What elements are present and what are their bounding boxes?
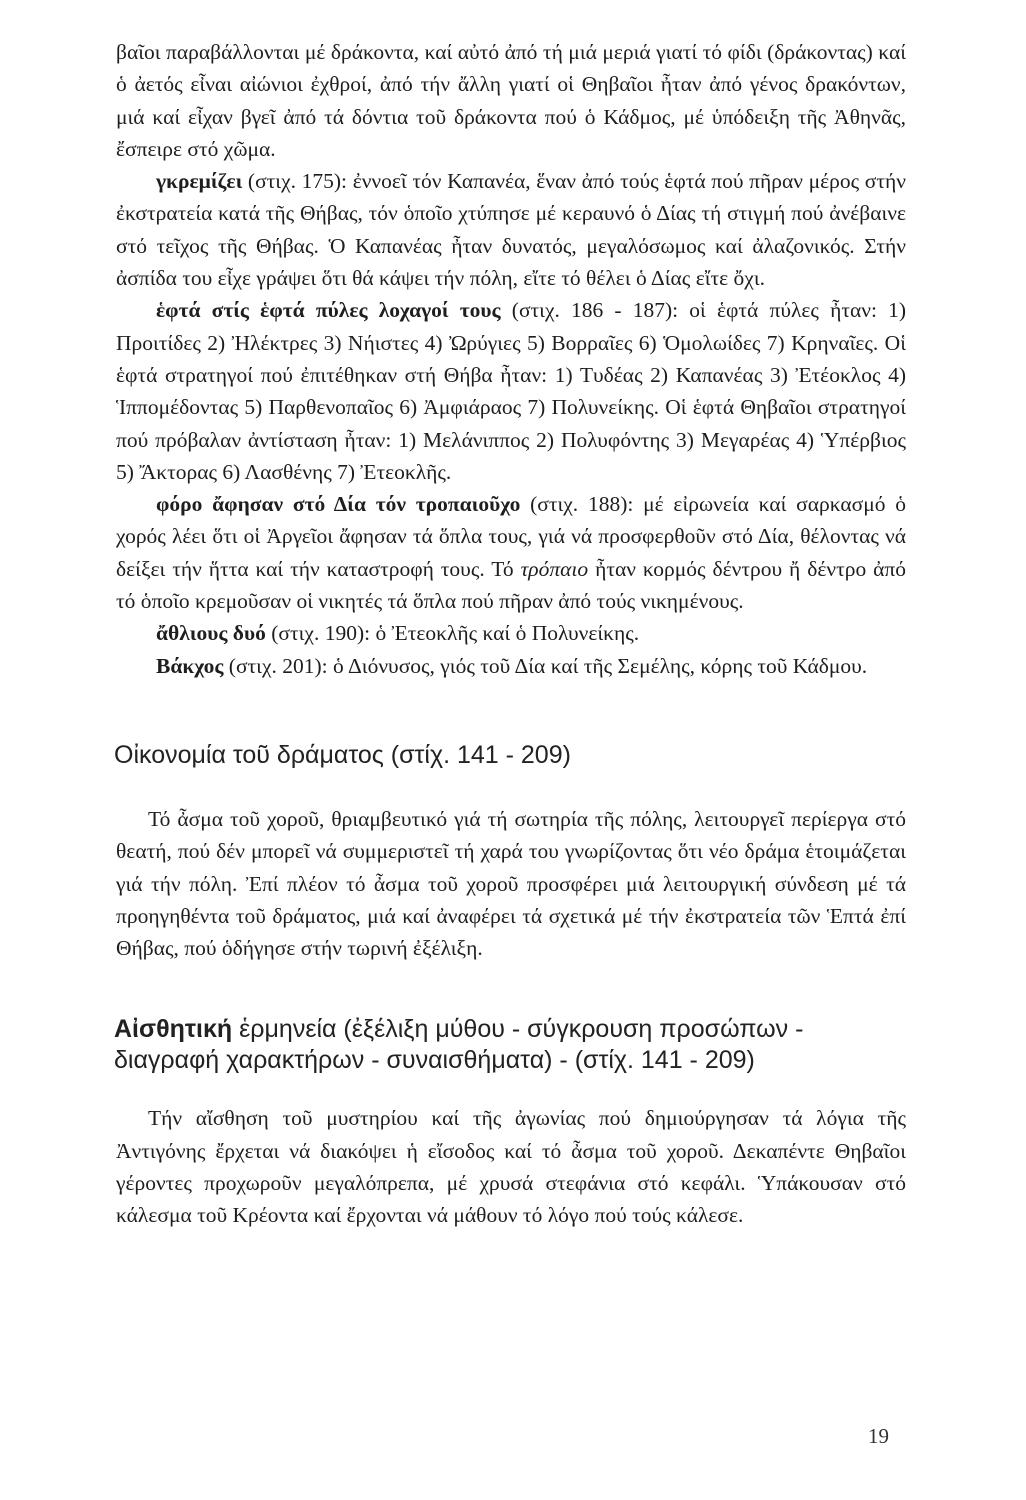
glossary-entry [116, 617, 906, 649]
section-body-economy: Τό ἆσμα τοῦ χοροῦ, θριαμβευτικό γιά τή σωτηρία τῆς πόλης, λειτουργεῖ περίεργα στό θεατή, πού δέν μπορεῖ νά συμμεριστεῖ τή χαρά του γνωρίζοντας ὅτι νέο δράμα ἑτοιμάζεται γιά τήν πόλη. Ἐπί πλέον τό ἆσμα τοῦ χοροῦ προσφέρει μιά λειτουργική σύνδεση μέ τά προηγηθέντα τοῦ δράματος, μιά καί ἀναφέρει τά σχετικά μέ τήν ἐκστρατεία τῶν Ἑπτά ἐπί Θήβας, πού ὁδήγησε στήν τωρινή ἐξέλιξη. [116, 806, 906, 961]
glossary-term: ἄθλιους δυό [156, 621, 266, 646]
verse-ref: (στιχ. 201): [228, 653, 328, 678]
heading-rest: ἑρμηνεία (ἐξέλιξη μύθου - σύγκρουση προσώπων - διαγραφή χαρακτήρων - συναισθήματα) - (στίχ. 141 - 209) [114, 1015, 804, 1075]
heading-bold-word: Αἰσθητική [114, 1015, 233, 1044]
glossary-term: Βάκχος [156, 653, 224, 678]
glossary-entry [116, 488, 906, 617]
entry-text: μέ εἰρωνεία καί σαρκασμό ὁ χορός λέει ὅτι οἱ Ἀργεῖοι ἄφησαν τά ὅπλα τους, γιά νά προσφερθοῦν στό Δία, θέλοντας νά δείξει τήν ἥττα καί τήν καταστροφή τους. Τό [116, 492, 907, 581]
glossary-term: γκρεμίζει [156, 169, 243, 194]
entry-text: ἐννοεῖ τόν Καπανέα, ἕναν ἀπό τούς ἑφτά πού πῆραν μέρος στήν ἐκστρατεία κατά τῆς Θήβας, τόν ὁποῖο χτύπησε μέ κεραυνό ὁ Δίας τή στιγμή πού ἀνέβαινε στό τεῖχος τῆς Θήβας. Ὁ Καπανέας ἦταν δυνατός, μεγαλόσωμος καί ἀλαζονικός. Στήν ἀσπίδα του εἶχε γράψει ὅτι θά κάψει τήν πόλη, εἴτε τό θέλει ὁ Δίας εἴτε ὄχι. [116, 169, 907, 291]
entry-text: ὁ Διόνυσος, γιός τοῦ Δία καί τῆς Σεμέλης, κόρης τοῦ Κάδμου. [333, 653, 868, 678]
emphasized-term: τρόπαιο [520, 556, 589, 581]
verse-ref: (στιχ. 188): [530, 492, 634, 517]
page-number: 19 [868, 1424, 889, 1448]
glossary-entry [116, 165, 906, 294]
glossary-entry [116, 650, 906, 682]
glossary-intro: βαῖοι παραβάλλονται μέ δράκοντα, καί αὐτό ἀπό τή μιά μεριά γιατί τό φίδι (δράκοντας) καί ὁ ἀετός εἶναι αἰώνιοι ἐχθροί, ἀπό τήν ἄλλη γιατί οἱ Θηβαῖοι ἦταν ἀπό γένος δρακόντων, μιά καί εἶχαν βγεῖ ἀπό τά δόντια τοῦ δράκοντα πού ὁ Κάδμος, μέ ὑπόδειξη τῆς Ἀθηνᾶς, ἔσπειρε στό χῶμα. [116, 40, 906, 161]
verse-ref: (στιχ. 175): [247, 169, 348, 194]
verse-ref: (στιχ. 186 - 187): [511, 298, 679, 323]
page-content [116, 36, 906, 1232]
section-heading-aesthetic [114, 1014, 906, 1076]
verse-ref: (στιχ. 190): [271, 621, 371, 646]
section-heading-economy: Οἰκονομία τοῦ δράματος (στίχ. 141 - 209) [114, 740, 571, 769]
glossary-term: φόρο ἄφησαν στό Δία τόν τροπαιοῦχο [156, 492, 521, 517]
glossary-entry [116, 294, 906, 488]
section-body-aesthetic: Τήν αἴσθηση τοῦ μυστηρίου καί τῆς ἀγωνίας πού δημιούργησαν τά λόγια τῆς Ἀντιγόνης ἔρχεται νά διακόψει ἡ εἴσοδος καί τό ἆσμα τοῦ χοροῦ. Δεκαπέντε Θηβαῖοι γέροντες προχωροῦν μεγαλόπρεπα, μέ χρυσά στεφάνια στό κεφάλι. Ὑπάκουσαν στό κάλεσμα τοῦ Κρέοντα καί ἔρχονται νά μάθουν τό λόγο πού τούς κάλεσε. [116, 1106, 906, 1228]
glossary-term: ἑφτά στίς ἑφτά πύλες λοχαγοί τους [156, 298, 501, 323]
entry-text: ἦταν κορμός δέντρου ἤ δέντρο ἀπό τό ὁποῖο κρεμοῦσαν οἱ νικητές τά ὅπλα πού πῆραν ἀπό τούς νικημένους. [116, 556, 907, 614]
entry-text: ὁ Ἐτεοκλῆς καί ὁ Πολυνείκης. [375, 621, 640, 646]
entry-text: οἱ ἑφτά πύλες ἦταν: 1) Προιτίδες 2) Ἠλέκτρες 3) Νήιστες 4) Ὠρύγιες 5) Βορραῖες 6) Ὁμολωίδες 7) Κρηναῖες. Οἱ ἑφτά στρατηγοί πού ἐπιτέθηκαν στή Θήβα ἦταν: 1) Τυδέας 2) Καπανέας 3) Ἐτέοκλος 4) Ἱππομέδοντας 5) Παρθενοπαῖος 6) Ἀμφιάραος 7) Πολυνείκης. Οἱ ἑφτά Θηβαῖοι στρατηγοί πού πρόβαλαν ἀντίσταση ἦταν: 1) Μελάνιππος 2) Πολυφόντης 3) Μεγαρέας 4) Ὑπέρβιος 5) Ἄκτορας 6) Λασθένης 7) Ἐτεοκλῆς. [116, 298, 907, 484]
